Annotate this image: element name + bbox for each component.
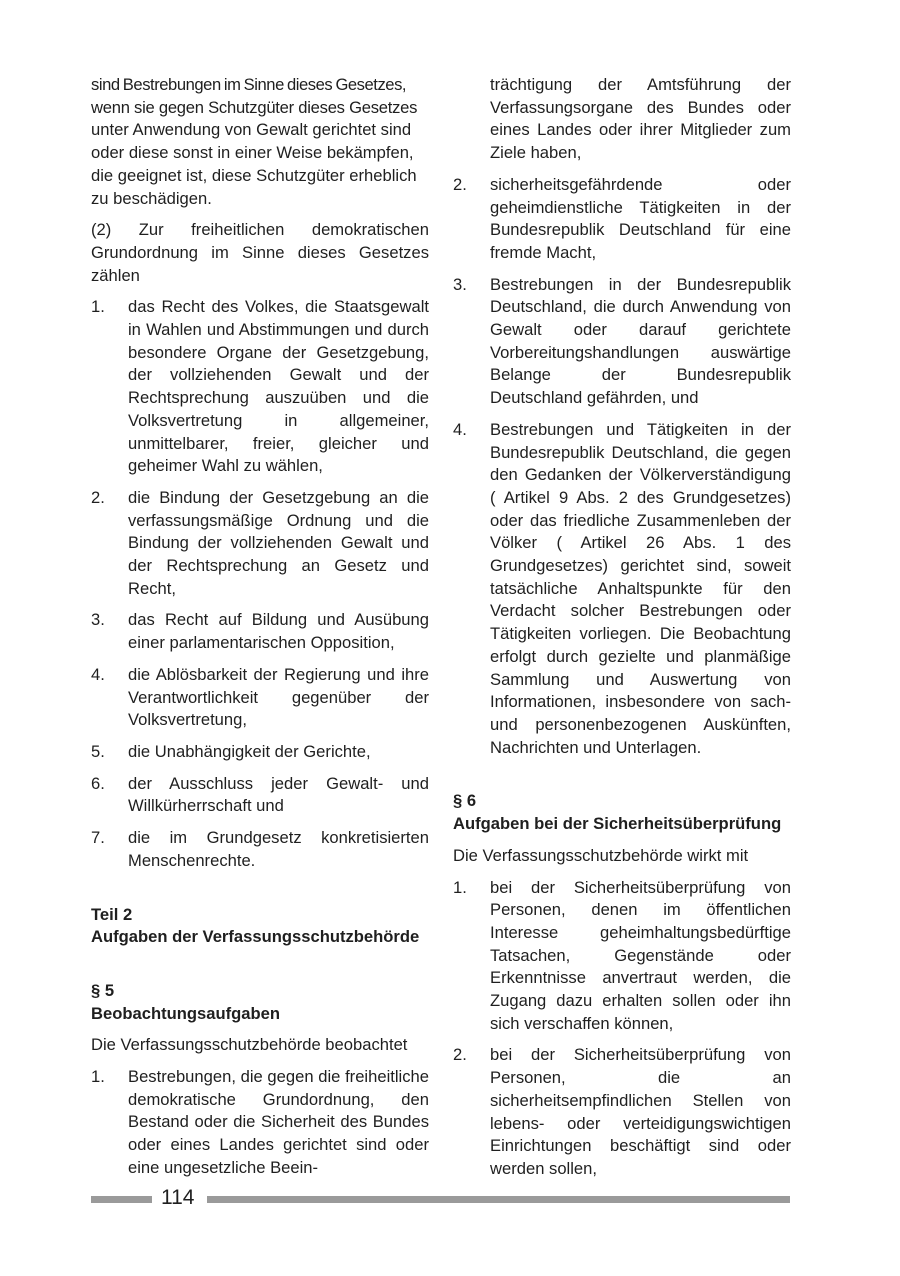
list-item [453,174,791,265]
list-item-text: die Bindung der Gesetzgebung an die verfassungsmäßige Ordnung und die Bindung der vollziehenden Gewalt und der Rechtsprechung an Gesetz und Recht, [128,487,429,598]
footer-rule-right [207,1196,790,1203]
section-5-list [91,1066,429,1180]
teil-2-heading [91,904,429,949]
page-footer [91,1184,790,1212]
list-item [453,274,791,410]
list-item-text: das Recht auf Bildung und Ausübung einer parlamentarischen Opposition, [128,610,429,653]
list-item [453,1044,791,1180]
list-item [91,487,429,601]
list-item-text: sicherheitsgefährdende oder geheimdienstliche Tätigkeiten in der Bundesrepublik Deutschland für eine fremde Macht, [490,174,791,262]
footer-rule-left [91,1196,152,1203]
list-item-number: 2. [453,1045,467,1065]
list-item-number: 2. [453,174,467,194]
intro-paragraph [91,74,429,210]
list-item-text: bei der Sicherheitsüberprüfung von Personen, denen im öffentlichen Interesse geheimhaltungsbedürftige Tatsachen, Gegenstände oder Erkenntnisse anvertraut werden, die Zugang dazu erhalten sollen oder ihn sich verschaffen können, [490,877,791,1033]
list-item-number: 1. [453,877,467,897]
section-6-title: Aufgaben bei der Sicherheitsüberprüfung [453,814,782,834]
list-item-number: 1. [91,297,105,317]
fdgo-list [91,296,429,872]
section-6-list [453,877,791,1181]
list-item-number: 4. [91,664,105,684]
section-5-title: Beobachtungsaufgaben [91,1003,280,1023]
paragraph-2: (2) Zur freiheitlichen demokratischen Grundordnung im Sinne dieses Gesetzes zählen [91,220,429,285]
list-item [453,877,791,1036]
list-item [91,1066,429,1180]
intro-line: die geeignet ist, diese Schutzgüter erheblich [91,165,417,185]
list-item-text: die Unabhängigkeit der Gerichte, [128,741,371,761]
list-item-number: 3. [91,610,105,630]
section-5-list-continued [453,174,791,760]
list-item-number: 4. [453,419,467,439]
list-item-text: trächtigung der Amtsführung der Verfassungsorgane des Bundes oder eines Landes oder ihrer Mitglieder zum Ziele haben, [490,75,791,163]
list-item-number: 2. [91,487,105,507]
list-item [91,741,429,764]
page-number: 114 [161,1186,195,1209]
section-5-heading [91,980,429,1025]
intro-line: sind Bestrebungen im Sinne dieses Gesetzes, [91,75,407,94]
list-item [91,827,429,872]
left-column [91,74,429,1189]
section-5-label: § 5 [91,980,115,1000]
list-item-text: der Ausschluss jeder Gewalt- und Willkürherrschaft und [128,773,429,816]
intro-line: zu beschädigen. [91,188,212,208]
list-item-number: 5. [91,741,105,761]
section-6-label: § 6 [453,791,477,811]
list-item-number: 6. [91,773,105,793]
list-item-number: 7. [91,828,105,848]
list-item-continuation [453,74,791,165]
teil-title: Aufgaben der Verfassungsschutzbehörde [91,927,420,947]
list-item-number: 3. [453,274,467,294]
list-item [453,419,791,760]
list-item [91,773,429,818]
section-5-intro: Die Verfassungsschutzbehörde beobachtet [91,1035,408,1055]
right-column [453,74,791,1190]
list-item-text: die Ablösbarkeit der Regierung und ihre Verantwortlichkeit gegenüber der Volksvertretung, [128,664,429,730]
list-item [91,609,429,654]
intro-line: unter Anwendung von Gewalt gerichtet sind [91,120,412,140]
list-item-number: 1. [91,1067,105,1087]
section-6-heading [453,790,791,835]
intro-line: wenn sie gegen Schutzgüter dieses Gesetzes [91,97,418,117]
list-item-text: bei der Sicherheitsüberprüfung von Personen, die an sicherheitsempfindlichen Stellen von lebens- oder verteidigungswichtigen Einrichtungen beschäftigt sind oder werden sollen, [490,1045,791,1178]
list-item-text: Bestrebungen in der Bundesrepublik Deutschland, die durch Anwendung von Gewalt oder darauf gerichtete Vorbereitungshandlungen auswärtige Belange der Bundesrepublik Deutschland gefährden, und [490,274,791,408]
section-6-intro: Die Verfassungsschutzbehörde wirkt mit [453,845,749,865]
teil-label: Teil 2 [91,904,133,924]
intro-line: oder diese sonst in einer Weise bekämpfen, [91,143,414,163]
list-item-text: Bestrebungen und Tätigkeiten in der Bundesrepublik Deutschland, die gegen den Gedanken der Völkerverständigung ( Artikel 9 Abs. 2 des Grundgesetzes) oder das friedliche Zusammenleben der Völker ( Artikel 26 Abs. 1 des Grundgesetzes) gerichtet sind, soweit tatsächliche Anhaltspunkte für den Verdacht solcher Bestrebungen oder Tätigkeiten vorliegen. Die Beobachtung erfolgt durch gezielte und planmäßige Sammlung und Auswertung von Informationen, insbesondere von sach- und personenbezogenen Auskünften, Nachrichten und Unterlagen. [490,419,791,757]
list-item-text: das Recht des Volkes, die Staatsgewalt in Wahlen und Abstimmungen und durch besondere Organe der Gesetzgebung, der vollziehenden Gewalt und der Rechtsprechung auszuüben und die Volksvertretung in allgemeiner, unmittelbarer, freier, gleicher und geheimer Wahl zu wählen, [128,297,429,476]
list-item-text: Bestrebungen, die gegen die freiheitliche demokratische Grundordnung, den Bestand oder die Sicherheit des Bundes oder eines Landes gerichtet sind oder eine ungesetzliche Beein- [128,1067,429,1177]
list-item [91,664,429,732]
list-item [91,296,429,478]
list-item-text: die im Grundgesetz konkretisierten Menschenrechte. [128,828,429,870]
